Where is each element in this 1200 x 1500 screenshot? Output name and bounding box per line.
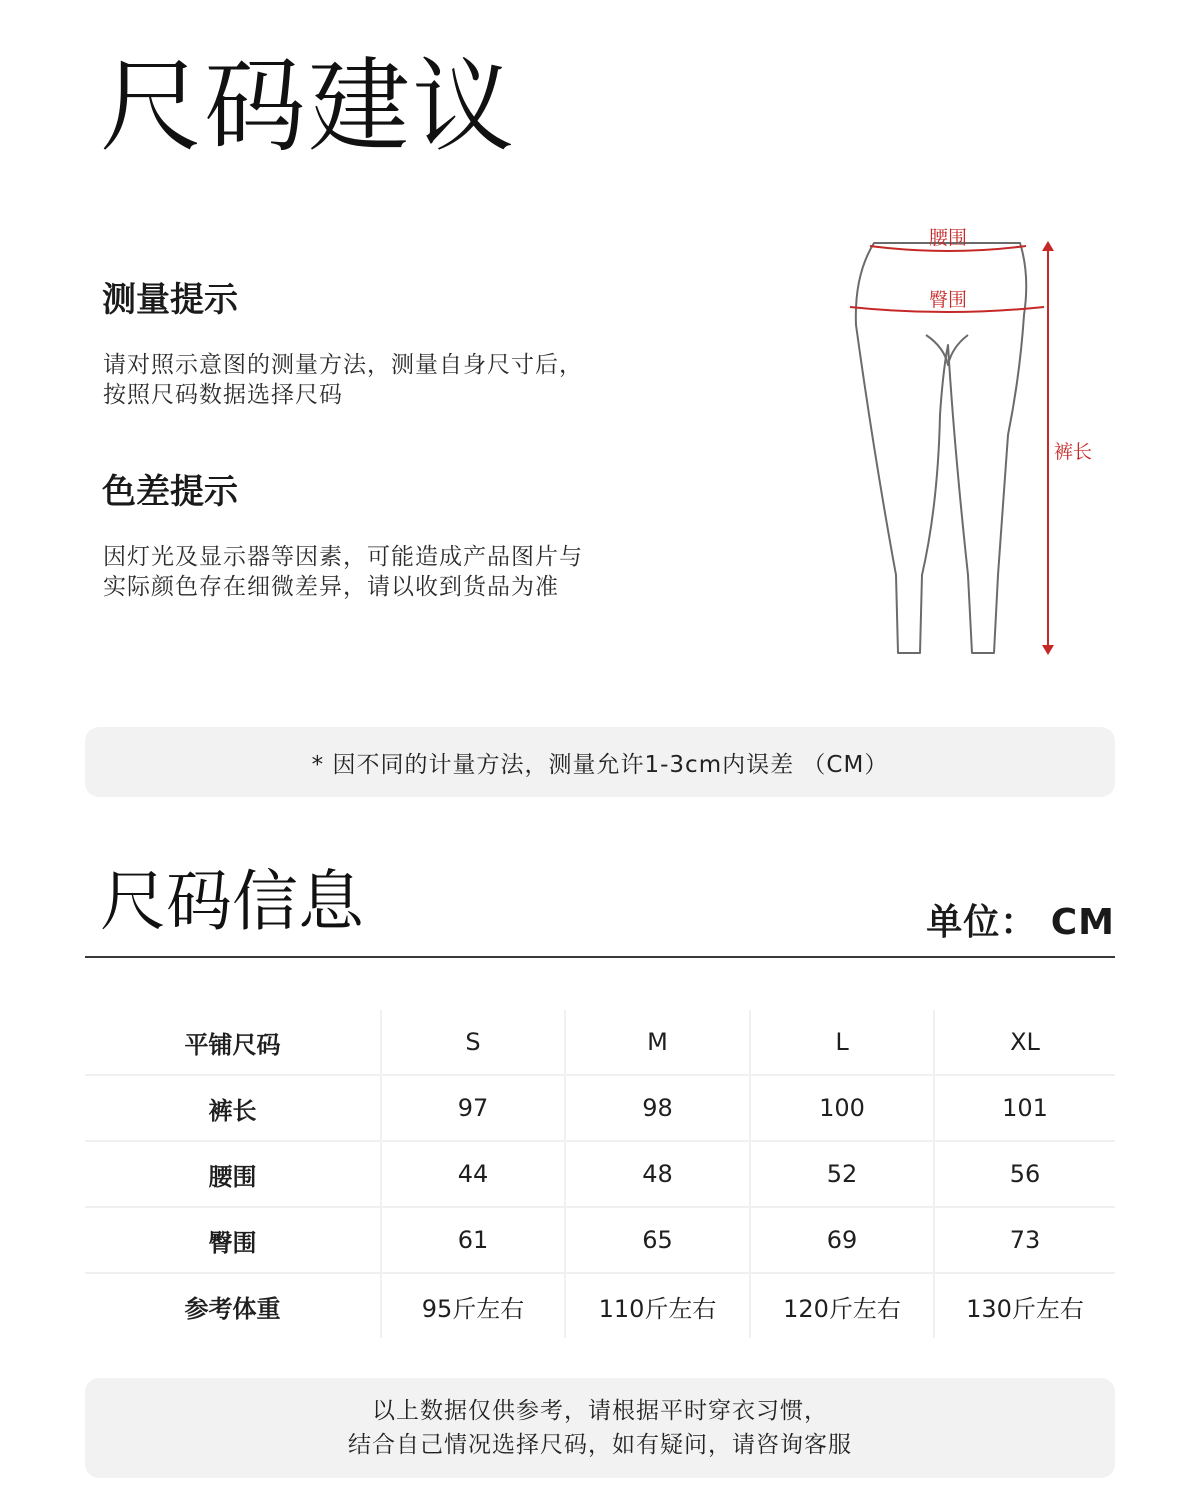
table-header-row	[85, 1010, 1115, 1075]
row-label: 臀围	[85, 1207, 381, 1273]
table-cell: 101	[934, 1075, 1115, 1141]
footer-note-line: 结合自己情况选择尺码，如有疑问，请咨询客服	[348, 1432, 852, 1458]
length-label: 裤长	[1054, 441, 1093, 463]
error-note: * 因不同的计量方法，测量允许1-3cm内误差 （CM）	[85, 727, 1115, 797]
table-cell: 120斤左右	[750, 1273, 934, 1338]
arrow-up-icon	[1042, 241, 1054, 251]
table-cell: 56	[934, 1141, 1115, 1207]
table-cell: 69	[750, 1207, 934, 1273]
waist-label: 腰围	[928, 227, 968, 249]
measure-tip-text	[103, 350, 583, 410]
table-cell: 44	[381, 1141, 565, 1207]
unit-label: 单位： CM	[926, 902, 1115, 943]
row-label: 腰围	[85, 1141, 381, 1207]
header-cell: XL	[934, 1010, 1115, 1075]
footer-note	[85, 1378, 1115, 1478]
table-cell: 61	[381, 1207, 565, 1273]
size-table	[85, 1010, 1115, 1338]
measure-tip-line: 请对照示意图的测量方法，测量自身尺寸后，	[103, 352, 583, 378]
table-row	[85, 1075, 1115, 1141]
table-cell: 110斤左右	[565, 1273, 750, 1338]
color-tip-line: 实际颜色存在细微差异，请以收到货品为准	[103, 574, 559, 600]
color-tip-text	[103, 542, 583, 602]
size-info-title: 尺码信息	[100, 863, 364, 940]
table-row	[85, 1207, 1115, 1273]
color-tip-line: 因灯光及显示器等因素，可能造成产品图片与	[103, 544, 583, 570]
row-label: 参考体重	[184, 1294, 281, 1323]
measure-tip-title: 测量提示	[102, 280, 238, 320]
table-row	[85, 1141, 1115, 1207]
header-cell: 平铺尺码	[85, 1010, 381, 1075]
table-cell: 95斤左右	[381, 1273, 565, 1338]
header-cell: L	[750, 1010, 934, 1075]
row-label: 裤长	[85, 1075, 381, 1141]
arrow-down-icon	[1042, 645, 1054, 655]
table-cell: 98	[565, 1075, 750, 1141]
measure-tip-line: 按照尺码数据选择尺码	[103, 382, 343, 408]
table-cell: 73	[934, 1207, 1115, 1273]
hip-label: 臀围	[928, 289, 968, 311]
table-cell: 100	[750, 1075, 934, 1141]
table-cell: 97	[381, 1075, 565, 1141]
divider	[85, 956, 1115, 958]
color-tip-title: 色差提示	[102, 472, 238, 512]
leggings-diagram	[830, 215, 1130, 665]
table-cell: 65	[565, 1207, 750, 1273]
table-row	[85, 1273, 1115, 1338]
header-cell: S	[381, 1010, 565, 1075]
table-cell: 130斤左右	[934, 1273, 1115, 1338]
table-cell: 48	[565, 1141, 750, 1207]
header-cell: M	[565, 1010, 750, 1075]
footer-note-line: 以上数据仅供参考，请根据平时穿衣习惯，	[372, 1398, 828, 1424]
table-cell: 52	[750, 1141, 934, 1207]
page-title: 尺码建议	[100, 48, 516, 167]
